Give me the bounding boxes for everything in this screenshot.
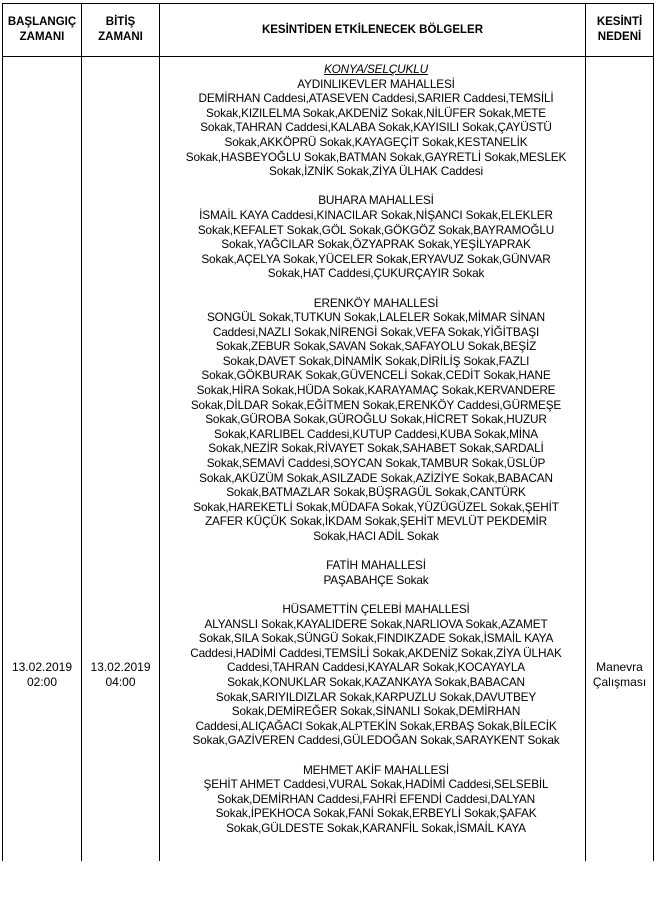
street-list-line: Sokak,GAZİVEREN Caddesi,GÜLEDOĞAN Sokak,SARAYKENT Sokak (192, 733, 560, 748)
street-list-line: Sokak,GÜLDESTE Sokak,KARANFİL Sokak,İSMAİL KAYA (226, 820, 526, 835)
header-start-time-line1: BAŞLANGIÇ (7, 16, 77, 28)
table-right-border (653, 3, 654, 861)
city-district: KONYA/SELÇUKLU (323, 62, 429, 76)
street-list-line: Caddesi,ALIÇAĞACI Sokak,ALPTEKİN Sokak,ERBAŞ Sokak,BİLECİK (195, 718, 557, 733)
district-block (166, 602, 586, 748)
col-divider-1 (81, 3, 82, 861)
reason-line2: Çalışması (592, 675, 647, 689)
street-list-line: Sokak,DİLDAR Sokak,EĞİTMEN Sokak,ERENKÖY Caddesi,GÜRMEŞE (190, 397, 562, 412)
affected-regions (166, 62, 586, 850)
start-time: 02:00 (26, 675, 58, 689)
district-name: HÜSAMETTİN ÇELEBİ MAHALLESİ (282, 601, 470, 616)
table-top-border (2, 3, 654, 4)
street-list-line: Sokak,SEMAVİ Caddesi,SOYCAN Sokak,TAMBUR Sokak,ÜSLÜP (206, 456, 546, 471)
street-list-line: Sokak,AKKÖPRÜ Sokak,KAYAGEÇİT Sokak,KESTANELİK (224, 134, 528, 149)
end-date: 13.02.2019 (90, 660, 151, 674)
district-block (166, 763, 586, 836)
table-left-border (2, 3, 3, 861)
street-list-line: Sokak,İPEKHOCA Sokak,FANİ Sokak,ERBEYLİ Sokak,ŞAFAK (215, 806, 537, 821)
col-divider-2 (159, 3, 160, 861)
header-reason (586, 5, 653, 55)
street-list-line: Caddesi,NAZLI Sokak,NİRENGİ Sokak,VEFA Sokak,YİĞİTBAŞI (212, 324, 540, 339)
district-block (166, 296, 586, 544)
street-list-line: Caddesi,TAHRAN Caddesi,KAYALAR Sokak,KOCAYAYLA (227, 660, 525, 675)
start-time-cell (3, 660, 81, 690)
street-list-line: Sokak,HİRA Sokak,HÜDA Sokak,KARAYAMAÇ Sokak,KERVANDERE (196, 383, 556, 398)
header-start-time (3, 5, 81, 55)
street-list-line: Sokak,DEMİRHAN Caddesi,FAHRİ EFENDİ Caddesi,DALYAN (217, 791, 535, 806)
street-list-line: PAŞABAHÇE Sokak (323, 572, 429, 587)
street-list-line: SONGÜL Sokak,TUTKUN Sokak,LALELER Sokak,MİMAR SİNAN (206, 310, 546, 325)
street-list-line: Sokak,KIZILELMA Sokak,AKDENİZ Sokak,NİLÜFER Sokak,METE (205, 105, 547, 120)
street-list-line: Sokak,DEMİREĞER Sokak,SİNANLI Sokak,DEMİRHAN (231, 704, 521, 719)
district-name: ERENKÖY MAHALLESİ (313, 295, 439, 310)
district-name: MEHMET AKİF MAHALLESİ (302, 762, 450, 777)
street-list-line: Sokak,ZEBUR Sokak,SAVAN Sokak,SAFAYOLU Sokak,BEŞİZ (215, 339, 537, 354)
street-list-line: Sokak,KEFALET Sokak,GÖL Sokak,GÖKGÖZ Sokak,BAYRAMOĞLU (197, 222, 555, 237)
start-date: 13.02.2019 (11, 660, 73, 674)
header-end-time (82, 5, 159, 55)
street-list-line: Sokak,GÜROBA Sokak,GÜROĞLU Sokak,HİCRET Sokak,HUZUR (205, 412, 547, 427)
header-bottom-border (2, 56, 654, 57)
district-name: BUHARA MAHALLESİ (318, 193, 434, 208)
street-list-line: Sokak,KARLIBEL Caddesi,KUTUP Caddesi,KUBA Sokak,MİNA (214, 426, 538, 441)
header-regions-label: KESİNTİDEN ETKİLENECEK BÖLGELER (261, 23, 484, 36)
reason-line1: Manevra (596, 660, 643, 674)
header-reason-line2: NEDENİ (597, 31, 642, 43)
header-end-time-line2: ZAMANI (98, 31, 143, 43)
district-block (166, 193, 586, 281)
end-time: 04:00 (105, 675, 136, 689)
street-list-line: Sokak,AÇELYA Sokak,YÜCELER Sokak,ERYAVUZ Sokak,GÜNVAR (201, 251, 551, 266)
street-list-line: Sokak,HAREKETLİ Sokak,MÜDAFA Sokak,YÜZÜGÜZEL Sokak,ŞEHİT (193, 499, 559, 514)
street-list-line: Sokak,GÖKBURAK Sokak,GÜVENCELİ Sokak,CEDİT Sokak,HANE (201, 368, 551, 383)
street-list-line: ALYANSLI Sokak,KAYALIDERE Sokak,NARLIOVA Sokak,AZAMET (204, 616, 548, 631)
street-list-line: Sokak,TAHRAN Caddesi,KALABA Sokak,KAYISILI Sokak,ÇAYÜSTÜ (200, 120, 552, 135)
street-list-line: Sokak,DAVET Sokak,DİNAMİK Sokak,DİRİLİŞ Sokak,FAZLI (222, 353, 530, 368)
street-list-line: Sokak,HAT Caddesi,ÇUKURÇAYIR Sokak (267, 266, 485, 281)
street-list-line: DEMİRHAN Caddesi,ATASEVEN Caddesi,SARIER Caddesi,TEMSİLİ (198, 91, 554, 106)
end-time-cell (82, 660, 159, 690)
district-block (166, 77, 586, 179)
street-list-line: Sokak,AKÜZÜM Sokak,ASILZADE Sokak,AZİZİYE Sokak,BABACAN (199, 470, 553, 485)
street-list-line: ZAFER KÜÇÜK Sokak,İKDAM Sokak,ŞEHİT MEVLÜT PEKDEMİR (205, 514, 547, 529)
street-list-line: Sokak,HACI ADİL Sokak (313, 529, 439, 543)
district-name: AYDINLIKEVLER MAHALLESİ (297, 76, 455, 91)
street-list-line: Sokak,NEZİR Sokak,RİVAYET Sokak,SAHABET Sokak,SARDALİ (208, 441, 544, 456)
header-reason-line1: KESİNTİ (596, 16, 643, 28)
street-list-line: Sokak,SILA Sokak,SÜNGÜ Sokak,FINDIKZADE Sokak,İSMAİL KAYA (198, 631, 554, 646)
street-list-line: Sokak,SARIYILDIZLAR Sokak,KARPUZLU Sokak,DAVUTBEY (215, 689, 537, 704)
reason-cell (586, 660, 653, 690)
street-list-line: İSMAİL KAYA Caddesi,KINACILAR Sokak,NİŞANCI Sokak,ELEKLER (199, 207, 553, 222)
street-list-line: Caddesi,HADİMİ Caddesi,TEMSİLİ Sokak,AKDENİZ Sokak,ZİYA ÜLHAK (190, 645, 562, 660)
street-list-line: Sokak,BATMAZLAR Sokak,BÜŞRAGÜL Sokak,CANTÜRK (226, 485, 526, 500)
street-list-line: Sokak,YAĞCILAR Sokak,ÖZYAPRAK Sokak,YEŞİLYAPRAK (221, 237, 531, 252)
header-start-time-line2: ZAMANI (19, 31, 65, 43)
district-block (166, 558, 586, 587)
street-list-line: Sokak,İZNİK Sokak,ZİYA ÜLHAK Caddesi (268, 164, 484, 179)
district-name: FATİH MAHALLESİ (326, 558, 426, 573)
street-list-line: ŞEHİT AHMET Caddesi,VURAL Sokak,HADİMİ Caddesi,SELSEBİL (203, 777, 549, 792)
header-end-time-line1: BİTİŞ (105, 16, 136, 28)
header-regions (160, 5, 585, 55)
street-list-line: Sokak,HASBEYOĞLU Sokak,BATMAN Sokak,GAYRETLİ Sokak,MESLEK (185, 149, 567, 164)
street-list-line: Sokak,KONUKLAR Sokak,KAZANKAYA Sokak,BABACAN (227, 674, 525, 689)
